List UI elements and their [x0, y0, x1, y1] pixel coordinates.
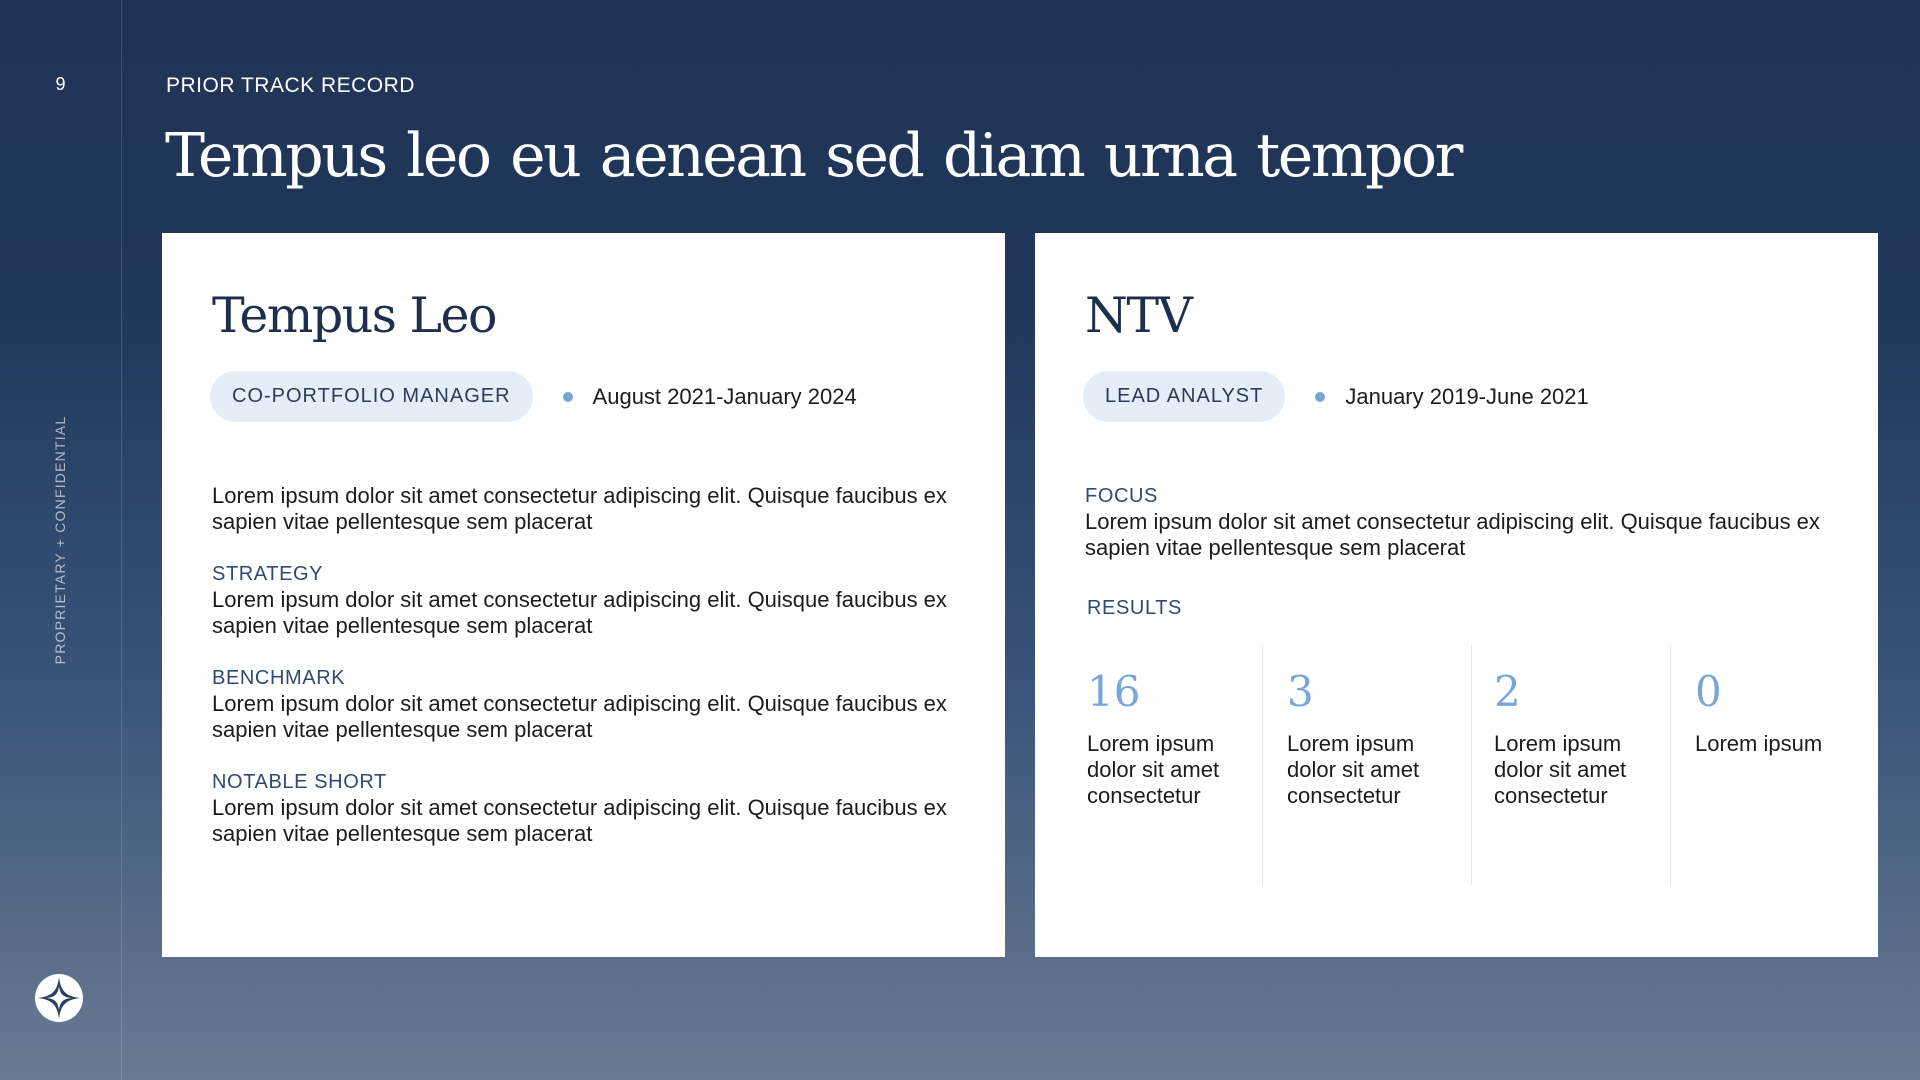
- strategy-text: Lorem ipsum dolor sit amet consectetur adipiscing elit. Quisque faucibus ex sapien vitae pellentesque sem placerat: [212, 587, 947, 638]
- focus-block: [1085, 483, 1845, 561]
- card-details: [212, 483, 972, 873]
- benchmark-label: BENCHMARK: [212, 667, 346, 689]
- strategy-block: [212, 561, 972, 639]
- track-record-card-tempus-leo: [162, 233, 1005, 957]
- benchmark-block: [212, 665, 972, 743]
- stat-description: Lorem ipsum: [1695, 731, 1823, 756]
- stat-value: 16: [1087, 667, 1141, 716]
- stat-item: [1087, 645, 1262, 885]
- role-row: [1083, 371, 1589, 422]
- notable-short-text: Lorem ipsum dolor sit amet consectetur adipiscing elit. Quisque faucibus ex sapien vitae pellentesque sem placerat: [212, 795, 947, 846]
- stat-description: Lorem ipsum dolor sit amet consectetur: [1287, 731, 1420, 808]
- track-record-card-ntv: [1035, 233, 1878, 957]
- stat-item: [1471, 645, 1671, 885]
- page-title: Tempus leo eu aenean sed diam urna tempor: [165, 121, 1461, 191]
- side-rail: [0, 0, 122, 1080]
- role-badge: LEAD ANALYST: [1083, 371, 1285, 422]
- card-title: NTV: [1085, 287, 1192, 344]
- card-title: Tempus Leo: [212, 287, 497, 344]
- results-label: RESULTS: [1087, 597, 1182, 619]
- role-row: [210, 371, 857, 422]
- stat-item: [1670, 645, 1856, 885]
- stat-description: Lorem ipsum dolor sit amet consectetur: [1494, 731, 1627, 808]
- stat-value: 0: [1695, 667, 1722, 716]
- strategy-label: STRATEGY: [212, 563, 324, 585]
- stat-value: 3: [1287, 667, 1314, 716]
- date-range: January 2019-June 2021: [1345, 383, 1589, 409]
- section-eyebrow: PRIOR TRACK RECORD: [166, 74, 415, 97]
- separator-dot-icon: [1315, 392, 1325, 402]
- results-stats: [1087, 645, 1857, 885]
- role-badge: CO-PORTFOLIO MANAGER: [210, 371, 533, 422]
- stat-description: Lorem ipsum dolor sit amet consectetur: [1087, 731, 1220, 808]
- page-number: 9: [55, 74, 66, 94]
- notable-short-label: NOTABLE SHORT: [212, 771, 387, 793]
- confidential-label: PROPRIETARY + CONFIDENTIAL: [52, 415, 68, 665]
- focus-text: Lorem ipsum dolor sit amet consectetur adipiscing elit. Quisque faucibus ex sapien vitae pellentesque sem placerat: [1085, 509, 1820, 560]
- intro-block: [212, 483, 972, 535]
- card-details: [1085, 483, 1845, 587]
- benchmark-text: Lorem ipsum dolor sit amet consectetur adipiscing elit. Quisque faucibus ex sapien vitae pellentesque sem placerat: [212, 691, 947, 742]
- focus-label: FOCUS: [1085, 485, 1158, 507]
- date-range: August 2021-January 2024: [592, 383, 857, 409]
- compass-star-icon: [34, 973, 84, 1023]
- stat-item: [1262, 645, 1472, 885]
- separator-dot-icon: [563, 392, 573, 402]
- intro-text: Lorem ipsum dolor sit amet consectetur adipiscing elit. Quisque faucibus ex sapien vitae pellentesque sem placerat: [212, 483, 947, 534]
- stat-value: 2: [1494, 667, 1521, 716]
- notable-short-block: [212, 769, 972, 847]
